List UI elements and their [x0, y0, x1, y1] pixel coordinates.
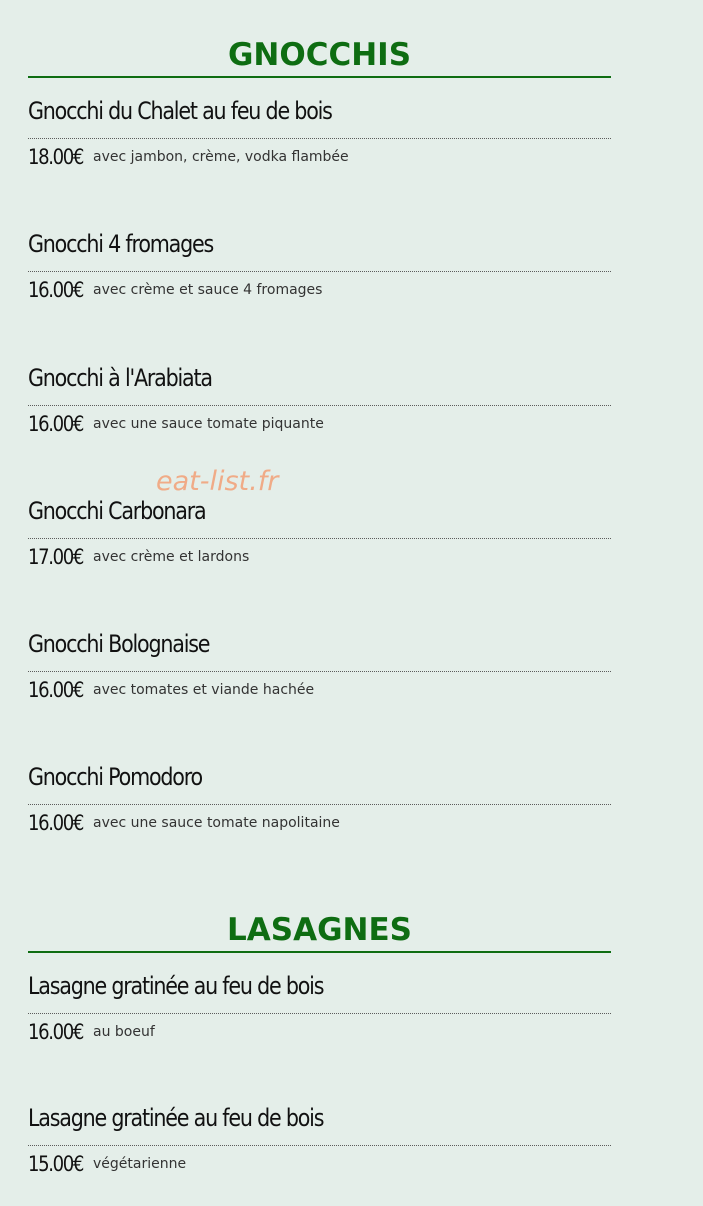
menu-item-price: 16.00€: [28, 1020, 83, 1044]
dotted-divider: [28, 1145, 611, 1146]
menu-item-description: avec une sauce tomate piquante: [93, 416, 324, 432]
dotted-divider: [28, 538, 611, 539]
menu-item-name: Lasagne gratinée au feu de bois: [28, 1104, 324, 1132]
menu-item-price: 16.00€: [28, 678, 83, 702]
menu-item-price: 15.00€: [28, 1152, 83, 1176]
menu-item-description: avec une sauce tomate napolitaine: [93, 815, 340, 831]
menu-item-name: Gnocchi 4 fromages: [28, 230, 214, 258]
menu-item-name: Gnocchi du Chalet au feu de bois: [28, 97, 332, 125]
menu-item-name: Gnocchi Pomodoro: [28, 763, 202, 791]
menu-item-description: avec crème et lardons: [93, 549, 250, 565]
section-title-gnocchis: GNOCCHIS: [28, 35, 611, 78]
menu-item: [28, 227, 611, 307]
watermark-text: eat-list.fr: [156, 466, 279, 497]
menu-item-price: 18.00€: [28, 145, 83, 169]
menu-item-description: au boeuf: [93, 1024, 155, 1040]
menu-item: [28, 494, 611, 574]
menu-item-description: avec jambon, crème, vodka flambée: [93, 149, 349, 165]
menu-item: [28, 94, 611, 174]
section-title-lasagnes: LASAGNES: [28, 910, 611, 953]
dotted-divider: [28, 271, 611, 272]
menu-item-name: Gnocchi Bolognaise: [28, 630, 210, 658]
menu-item: [28, 1101, 611, 1181]
dotted-divider: [28, 671, 611, 672]
menu-item-price: 16.00€: [28, 412, 83, 436]
menu-item: [28, 969, 611, 1049]
menu-item: [28, 760, 611, 840]
menu-item-description: avec tomates et viande hachée: [93, 682, 315, 698]
menu-item-price: 17.00€: [28, 545, 83, 569]
menu-item-price: 16.00€: [28, 811, 83, 835]
menu-item-description: végétarienne: [93, 1156, 187, 1172]
menu-item-name: Gnocchi Carbonara: [28, 497, 206, 525]
menu-item-price: 16.00€: [28, 278, 83, 302]
dotted-divider: [28, 405, 611, 406]
dotted-divider: [28, 804, 611, 805]
menu-item-name: Lasagne gratinée au feu de bois: [28, 972, 324, 1000]
dotted-divider: [28, 1013, 611, 1014]
dotted-divider: [28, 138, 611, 139]
menu-item: [28, 627, 611, 707]
menu-item: [28, 361, 611, 441]
menu-item-name: Gnocchi à l'Arabiata: [28, 364, 212, 392]
menu-item-description: avec crème et sauce 4 fromages: [93, 282, 323, 298]
